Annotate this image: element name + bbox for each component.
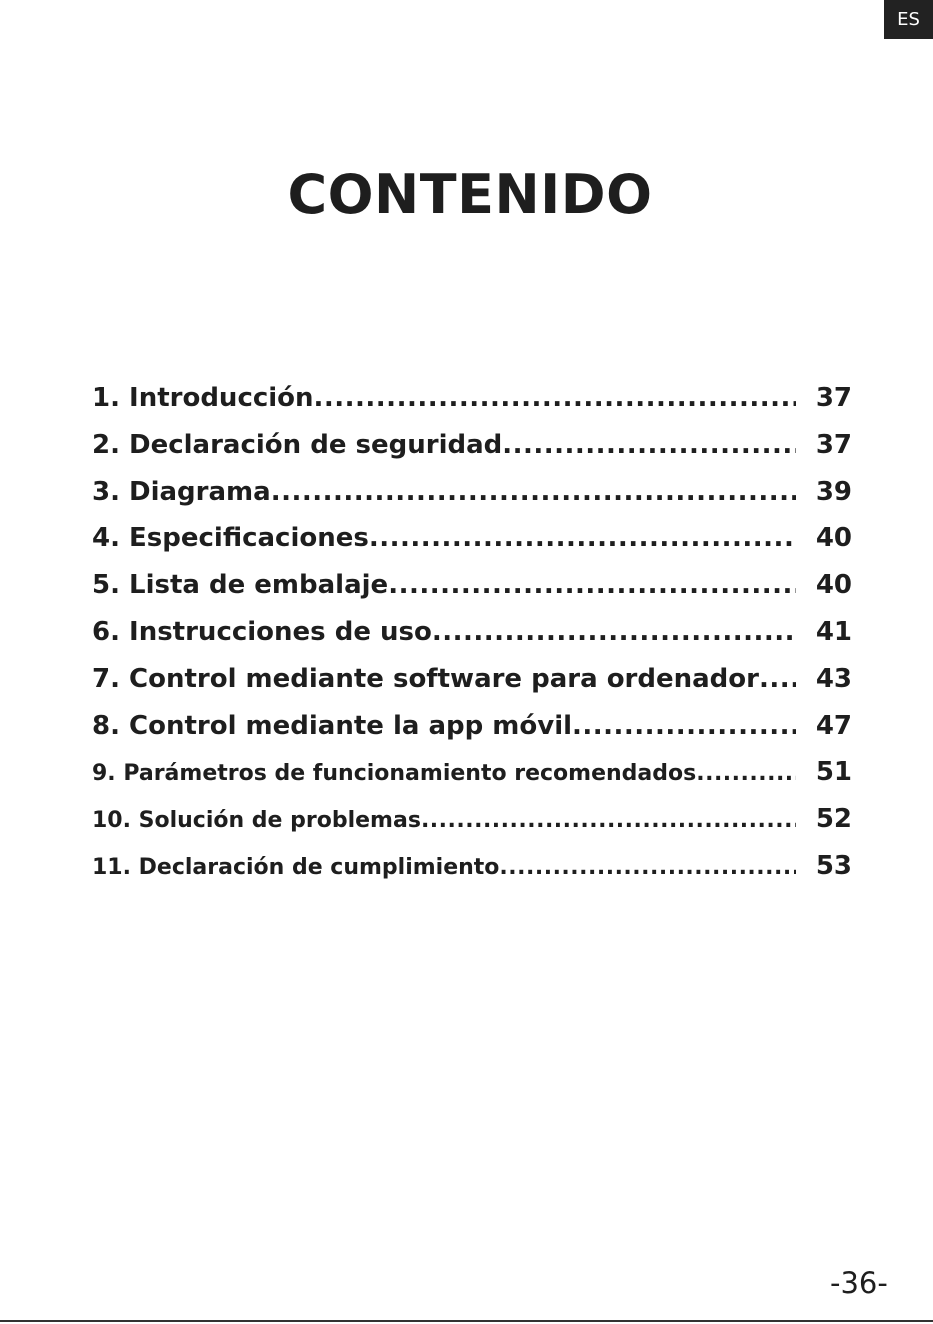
toc-entry[interactable] (92, 757, 852, 804)
toc-entry[interactable] (92, 383, 852, 430)
toc-entry-page: 53 (815, 850, 852, 881)
toc-entry-label: 8. Control mediante la app móvil (92, 710, 573, 741)
toc-entry-label: 1. Introducción (92, 383, 314, 413)
toc-entry-page: 52 (815, 804, 852, 835)
toc-entry-page: 41 (815, 616, 852, 647)
toc-leader-dots (314, 383, 796, 413)
toc-entry[interactable] (92, 711, 852, 758)
toc-entry-label: 7. Control mediante software para ordenador (92, 663, 759, 694)
toc-leader-dots (388, 570, 796, 600)
toc-leader-dots (759, 664, 796, 694)
toc-entry-label: 6. Instrucciones de uso (92, 616, 432, 647)
toc-entry-page: 43 (815, 663, 852, 694)
toc-leader-dots (572, 711, 796, 741)
toc-entry-page: 39 (815, 476, 852, 507)
toc-leader-dots (421, 808, 796, 833)
table-of-contents (92, 383, 852, 898)
toc-entry[interactable] (92, 851, 852, 898)
language-tab: ES (884, 0, 933, 39)
toc-entry[interactable] (92, 617, 852, 664)
toc-entry-label: 3. Diagrama (92, 476, 271, 507)
toc-entry-label: 4. Especificaciones (92, 523, 369, 554)
toc-entry-label: 5. Lista de embalaje (92, 570, 389, 601)
toc-entry-label: 9. Parámetros de funcionamiento recomendados (92, 761, 697, 787)
toc-leader-dots (502, 430, 796, 460)
toc-entry[interactable] (92, 430, 852, 477)
bottom-divider (0, 1320, 933, 1322)
toc-entry-page: 51 (815, 757, 852, 788)
toc-entry-label: 2. Declaración de seguridad (92, 429, 503, 460)
toc-entry-page: 37 (815, 429, 852, 460)
toc-entry-label: 10. Solución de problemas (92, 808, 421, 834)
toc-entry-label: 11. Declaración de cumplimiento (92, 854, 500, 880)
toc-leader-dots (271, 477, 796, 507)
toc-entry-page: 40 (815, 570, 852, 601)
toc-entry-page: 47 (815, 710, 852, 741)
toc-entry[interactable] (92, 804, 852, 851)
toc-entry-page: 37 (815, 383, 852, 413)
toc-entry[interactable] (92, 664, 852, 711)
toc-entry-page: 40 (815, 523, 852, 554)
toc-entry[interactable] (92, 570, 852, 617)
toc-entry[interactable] (92, 523, 852, 570)
page-title: CONTENIDO (287, 163, 653, 226)
toc-entry[interactable] (92, 477, 852, 524)
toc-leader-dots (432, 617, 796, 647)
page-number: -36- (830, 1266, 888, 1300)
toc-leader-dots (696, 761, 796, 786)
toc-leader-dots (369, 523, 796, 553)
toc-leader-dots (499, 855, 796, 880)
